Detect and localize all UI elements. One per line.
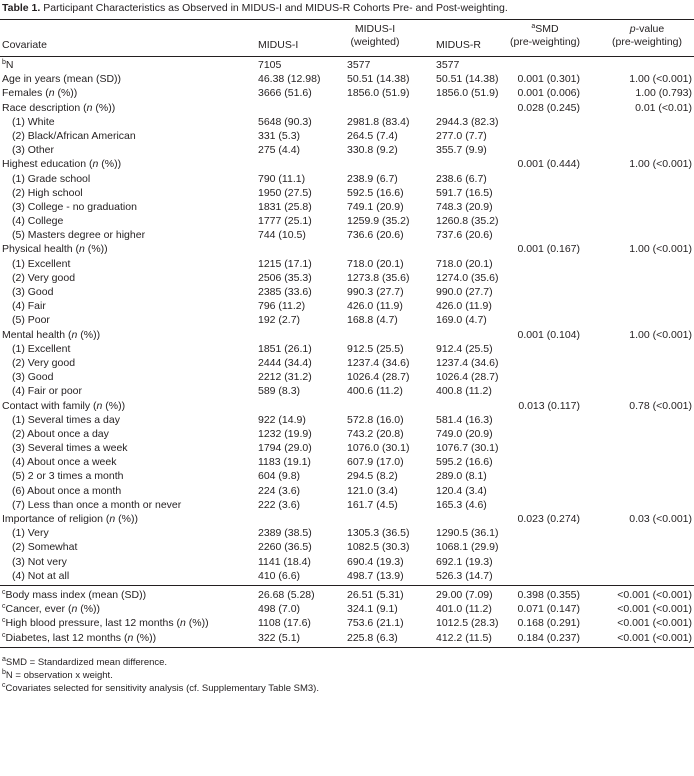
row-label: (2) Very good (12, 271, 76, 284)
header-pvalue-p: p (629, 23, 636, 35)
row-label: Females (n (%)) (2, 87, 78, 100)
table-row (0, 257, 694, 271)
header-midus1: MIDUS-I (258, 39, 299, 51)
table-row (0, 313, 694, 327)
header-midus1-weighted-line2: (weighted) (350, 36, 400, 48)
cell-midusr: 238.6 (6.7) (436, 172, 487, 185)
cell-midus1: 275 (4.4) (258, 144, 301, 157)
cell-midus1-weighted: 753.6 (21.1) (347, 617, 404, 630)
row-label: (4) Not at all (12, 569, 70, 582)
cell-midusr: 1260.8 (35.2) (436, 215, 499, 228)
cell-midus1: 796 (11.2) (258, 300, 306, 313)
cell-midus1-weighted: 3577 (347, 59, 371, 71)
cell-midus1: 2389 (38.5) (258, 527, 312, 540)
row-label: (1) White (12, 115, 55, 128)
table-row (0, 413, 694, 427)
cell-smd: 0.001 (0.167) (517, 243, 580, 256)
row-label-sup: c (2, 603, 6, 611)
cell-midusr: 289.0 (8.1) (436, 470, 487, 483)
cell-pvalue: 1.00 (<0.001) (629, 73, 692, 86)
table-row (0, 602, 694, 616)
header-smd (500, 23, 590, 49)
row-label-sup: c (2, 617, 6, 625)
cell-midus1: 7105 (258, 59, 282, 71)
row-label: (5) Poor (12, 314, 50, 327)
row-label: (1) Grade school (12, 172, 91, 185)
cell-midus1: 322 (5.1) (258, 631, 301, 644)
caption-label: Table 1. (2, 2, 41, 14)
row-label-sup: b (2, 59, 6, 66)
cell-midusr: 426.0 (11.9) (436, 300, 492, 313)
cell-midus1: 2260 (36.5) (258, 541, 312, 554)
cell-pvalue: 1.00 (<0.001) (629, 158, 692, 171)
cell-midusr: 1274.0 (35.6) (436, 271, 499, 284)
cell-midus1-weighted: 400.6 (11.2) (347, 385, 403, 398)
cell-midus1-weighted: 749.1 (20.9) (347, 200, 404, 213)
row-label: (6) About once a month (12, 484, 122, 497)
top-rule (0, 19, 694, 20)
table-row (0, 58, 694, 72)
cell-smd: 0.001 (0.444) (517, 158, 580, 171)
cell-midus1-weighted: 161.7 (4.5) (347, 498, 398, 511)
cell-midus1-weighted: 225.8 (6.3) (347, 631, 398, 644)
cell-midusr: 737.6 (20.6) (436, 229, 493, 242)
cell-midusr: 165.3 (4.6) (436, 498, 487, 511)
cell-midusr: 1290.5 (36.1) (436, 527, 499, 540)
row-label: Race description (n (%)) (2, 101, 116, 114)
cell-midusr: 29.00 (7.09) (436, 588, 493, 601)
table-row (0, 469, 694, 483)
row-label: (7) Less than once a month or never (12, 498, 182, 511)
cell-pvalue: 0.03 (<0.001) (629, 513, 692, 525)
cell-pvalue: 1.00 (0.793) (635, 87, 692, 100)
cell-midus1-weighted: 498.7 (13.9) (347, 569, 404, 582)
cell-midus1: 5648 (90.3) (258, 115, 312, 128)
cell-midus1: 498 (7.0) (258, 603, 301, 616)
row-label: (2) Very good (12, 356, 76, 369)
cell-midus1: 1141 (18.4) (258, 555, 311, 568)
cell-midusr: 3577 (436, 59, 460, 71)
table-row (0, 129, 694, 143)
table-row (0, 512, 694, 526)
cell-smd: 0.013 (0.117) (518, 399, 580, 412)
cell-midus1-weighted: 168.8 (4.7) (347, 314, 398, 327)
cell-midus1: 922 (14.9) (258, 413, 306, 426)
row-label: (4) About once a week (12, 456, 117, 469)
cell-midus1: 224 (3.6) (258, 484, 301, 497)
table-row (0, 455, 694, 469)
cell-midusr: 400.8 (11.2) (436, 385, 492, 398)
cell-midus1: 410 (6.6) (258, 569, 301, 582)
cell-midusr: 355.7 (9.9) (436, 144, 487, 157)
cell-midusr: 1012.5 (28.3) (436, 617, 499, 630)
footnote (2, 670, 113, 682)
cell-midus1: 1777 (25.1) (258, 215, 312, 228)
cell-midus1-weighted: 1273.8 (35.6) (347, 271, 410, 284)
cell-pvalue: <0.001 (<0.001) (617, 603, 692, 616)
table-row (0, 214, 694, 228)
table-row (0, 540, 694, 554)
table-row (0, 427, 694, 441)
row-label: (3) Several times a week (12, 442, 128, 455)
cell-midus1: 222 (3.6) (258, 498, 301, 511)
row-label: (5) Masters degree or higher (12, 229, 146, 242)
table-row (0, 356, 694, 370)
table-row (0, 143, 694, 157)
row-label: (4) Fair (12, 300, 46, 313)
cell-midus1: 1794 (29.0) (258, 442, 312, 455)
cell-midus1-weighted: 50.51 (14.38) (347, 73, 410, 86)
footnote (2, 657, 167, 669)
table-row (0, 228, 694, 242)
cell-midus1: 26.68 (5.28) (258, 588, 315, 601)
cell-midus1-weighted: 572.8 (16.0) (347, 413, 404, 426)
row-label: $^c$High blood pressure, last 12 months (n (%)) (2, 617, 209, 630)
cell-midus1: 46.38 (12.98) (258, 73, 321, 86)
cell-smd: 0.001 (0.301) (517, 73, 580, 86)
header-smd-sup: a (531, 23, 536, 30)
cell-midus1-weighted: 1082.5 (30.3) (347, 541, 410, 554)
cell-midus1: 790 (11.1) (258, 172, 306, 185)
row-label: Contact with family (n (%)) (2, 399, 126, 412)
footnote-sup: a (2, 656, 6, 663)
cell-midus1-weighted: 2981.8 (83.4) (347, 115, 410, 128)
cell-midus1: 2506 (35.3) (258, 271, 312, 284)
cell-midus1-weighted: 1856.0 (51.9) (347, 87, 410, 100)
row-label: $^c$Cancer, ever (n (%)) (2, 603, 101, 616)
cell-midus1: 744 (10.5) (258, 229, 306, 242)
cell-midus1-weighted: 426.0 (11.9) (347, 300, 403, 313)
row-label: (4) College (12, 215, 64, 228)
header-pvalue-line2: (pre-weighting) (611, 36, 683, 48)
cell-midus1-weighted: 1076.0 (30.1) (347, 442, 410, 455)
cell-midusr: 1076.7 (30.1) (436, 442, 499, 455)
footnote-text: Covariates selected for sensitivity analysis (cf. Supplementary Table SM3). (5, 683, 319, 694)
row-label: (3) Good (12, 286, 54, 298)
table-row (0, 370, 694, 384)
cell-midusr: 2944.3 (82.3) (436, 115, 499, 128)
row-label: $^c$Body mass index (mean (SD)) (2, 588, 147, 601)
row-label: Importance of religion (n (%)) (2, 513, 138, 525)
row-label: Physical health (n (%)) (2, 243, 108, 256)
row-label: (1) Excellent (12, 257, 71, 270)
cell-midusr: 412.2 (11.5) (436, 631, 492, 644)
row-label: (1) Excellent (12, 342, 71, 355)
cell-midus1: 2385 (33.6) (258, 286, 312, 298)
cell-midusr: 50.51 (14.38) (436, 73, 499, 86)
cell-midus1-weighted: 690.4 (19.3) (347, 555, 404, 568)
cell-smd: 0.168 (0.291) (517, 617, 580, 630)
cell-smd: 0.028 (0.245) (517, 101, 580, 114)
table-row (0, 399, 694, 413)
cell-midus1: 2444 (34.4) (258, 356, 312, 369)
row-label: (2) About once a day (12, 427, 109, 440)
cell-midusr: 401.0 (11.2) (436, 603, 492, 616)
table-row (0, 441, 694, 455)
table-row (0, 271, 694, 285)
header-pvalue (602, 23, 692, 49)
cell-midus1-weighted: 1259.9 (35.2) (347, 215, 410, 228)
header-midus1-weighted-line1: MIDUS-I (354, 23, 396, 35)
cell-midus1: 1108 (17.6) (258, 617, 311, 630)
row-label: Age in years (mean (SD)) (2, 73, 122, 86)
cell-smd: 0.071 (0.147) (517, 603, 580, 616)
cell-midusr: 692.1 (19.3) (436, 555, 493, 568)
cell-smd: 0.001 (0.104) (517, 328, 580, 341)
cell-midusr: 1068.1 (29.9) (436, 541, 499, 554)
table-row (0, 384, 694, 398)
table-row (0, 328, 694, 342)
header-covariate: Covariate (2, 39, 47, 51)
table-caption (2, 2, 692, 15)
table-row (0, 115, 694, 129)
table-row (0, 200, 694, 214)
cell-midus1: 604 (9.8) (258, 470, 301, 483)
bottom-rule (0, 647, 694, 648)
cell-pvalue: <0.001 (<0.001) (617, 588, 692, 601)
footnote-text: SMD = Standardized mean difference. (5, 657, 168, 668)
cell-midusr: 591.7 (16.5) (436, 186, 493, 199)
footnote-sup: b (2, 669, 6, 676)
cell-midusr: 169.0 (4.7) (436, 314, 487, 327)
header-midusr: MIDUS-R (436, 39, 481, 51)
cell-midus1: 3666 (51.6) (258, 87, 312, 100)
cell-midus1-weighted: 1305.3 (36.5) (347, 527, 410, 540)
table-row (0, 242, 694, 256)
row-label: $^c$Diabetes, last 12 months (n (%)) (2, 631, 157, 644)
table-row (0, 631, 694, 645)
header-rule (0, 56, 694, 57)
table-row (0, 172, 694, 186)
cell-midus1-weighted: 990.3 (27.7) (347, 286, 404, 298)
table-row (0, 72, 694, 86)
cell-midus1: 331 (5.3) (258, 129, 301, 142)
cell-midusr: 1856.0 (51.9) (436, 87, 499, 100)
table-row (0, 285, 694, 299)
cell-smd: 0.023 (0.274) (517, 513, 580, 525)
row-label: (2) Somewhat (12, 541, 78, 554)
cell-midusr: 526.3 (14.7) (436, 569, 493, 582)
row-label: Highest education (n (%)) (2, 158, 122, 171)
row-label: (3) Good (12, 371, 54, 384)
cell-midus1-weighted: 294.5 (8.2) (347, 470, 398, 483)
cell-pvalue: 0.78 (<0.001) (629, 399, 692, 412)
cell-midusr: 748.3 (20.9) (436, 200, 493, 213)
footnote (2, 683, 319, 695)
cell-midusr: 718.0 (20.1) (436, 257, 493, 270)
row-label: (1) Several times a day (12, 413, 120, 426)
cell-midus1-weighted: 736.6 (20.6) (347, 229, 404, 242)
cell-midus1-weighted: 1237.4 (34.6) (347, 356, 410, 369)
cell-midus1-weighted: 607.9 (17.0) (347, 456, 404, 469)
cell-midus1: 192 (2.7) (258, 314, 301, 327)
cell-midus1-weighted: 26.51 (5.31) (347, 588, 404, 601)
table-row (0, 157, 694, 171)
table-row (0, 569, 694, 583)
cell-midus1-weighted: 324.1 (9.1) (347, 603, 398, 616)
cell-pvalue: <0.001 (<0.001) (617, 617, 692, 630)
row-label: (1) Very (12, 527, 49, 540)
cell-midusr: 1237.4 (34.6) (436, 356, 499, 369)
cell-pvalue: 1.00 (<0.001) (629, 243, 692, 256)
table-row (0, 186, 694, 200)
cell-midusr: 277.0 (7.7) (436, 129, 487, 142)
footnote-text: N = observation x weight. (5, 670, 113, 681)
cell-midus1: 1831 (25.8) (258, 200, 312, 213)
table-row (0, 526, 694, 540)
cell-midusr: 595.2 (16.6) (436, 456, 493, 469)
header-midus1-weighted (335, 23, 415, 49)
cell-midus1: 1232 (19.9) (258, 427, 312, 440)
row-label: (4) Fair or poor (12, 385, 83, 398)
table-row (0, 498, 694, 512)
cell-midusr: 912.4 (25.5) (436, 342, 493, 355)
row-label: (5) 2 or 3 times a month (12, 470, 124, 483)
table-row (0, 588, 694, 602)
table-row (0, 342, 694, 356)
cell-midus1-weighted: 718.0 (20.1) (347, 257, 404, 270)
row-label: $^b$N (2, 59, 14, 71)
row-label-sup: c (2, 588, 6, 596)
cell-midus1-weighted: 592.5 (16.6) (347, 186, 404, 199)
row-label: (2) High school (12, 186, 83, 199)
cell-midusr: 1026.4 (28.7) (436, 371, 499, 384)
cell-midus1-weighted: 912.5 (25.5) (347, 342, 404, 355)
table-row (0, 86, 694, 100)
cell-midusr: 749.0 (20.9) (436, 427, 493, 440)
cell-pvalue: <0.001 (<0.001) (617, 631, 692, 644)
cell-midus1-weighted: 743.2 (20.8) (347, 427, 404, 440)
cell-pvalue: 1.00 (<0.001) (629, 328, 692, 341)
row-label: (3) College - no graduation (12, 200, 137, 213)
caption-text: Participant Characteristics as Observed in MIDUS-I and MIDUS-R Cohorts Pre- and Post-weighting. (43, 2, 508, 14)
row-label: (3) Other (12, 144, 55, 157)
cell-smd: 0.184 (0.237) (517, 631, 580, 644)
row-label: Mental health (n (%)) (2, 328, 101, 341)
cell-midusr: 581.4 (16.3) (436, 413, 493, 426)
row-label-sup: c (2, 631, 6, 639)
cell-midus1-weighted: 121.0 (3.4) (347, 484, 398, 497)
cell-midus1-weighted: 330.8 (9.2) (347, 144, 398, 157)
cell-midus1-weighted: 264.5 (7.4) (347, 129, 398, 142)
cell-smd: 0.001 (0.006) (517, 87, 580, 100)
cell-midus1-weighted: 1026.4 (28.7) (347, 371, 410, 384)
cell-midus1: 589 (8.3) (258, 385, 301, 398)
cell-midusr: 990.0 (27.7) (436, 286, 493, 298)
header-smd-line1: SMD (535, 23, 559, 35)
cell-midus1: 2212 (31.2) (258, 371, 312, 384)
table-row (0, 616, 694, 630)
header-smd-line2: (pre-weighting) (509, 36, 581, 48)
row-label: (2) Black/African American (12, 129, 136, 142)
row-label: (3) Not very (12, 555, 67, 568)
section-rule (0, 585, 694, 586)
table-row (0, 555, 694, 569)
cell-midusr: 120.4 (3.4) (436, 484, 487, 497)
header-pvalue-line1: -value (635, 23, 665, 35)
table-row (0, 101, 694, 115)
table-body (0, 58, 694, 645)
cell-smd: 0.398 (0.355) (517, 588, 580, 601)
cell-midus1: 1215 (17.1) (258, 257, 312, 270)
cell-midus1: 1851 (26.1) (258, 342, 312, 355)
footnote-sup: c (2, 682, 6, 689)
cell-midus1: 1183 (19.1) (258, 456, 311, 469)
cell-midus1-weighted: 238.9 (6.7) (347, 172, 398, 185)
cell-midus1: 1950 (27.5) (258, 186, 312, 199)
table-row (0, 299, 694, 313)
cell-pvalue: 0.01 (<0.01) (635, 101, 692, 114)
table-row (0, 484, 694, 498)
